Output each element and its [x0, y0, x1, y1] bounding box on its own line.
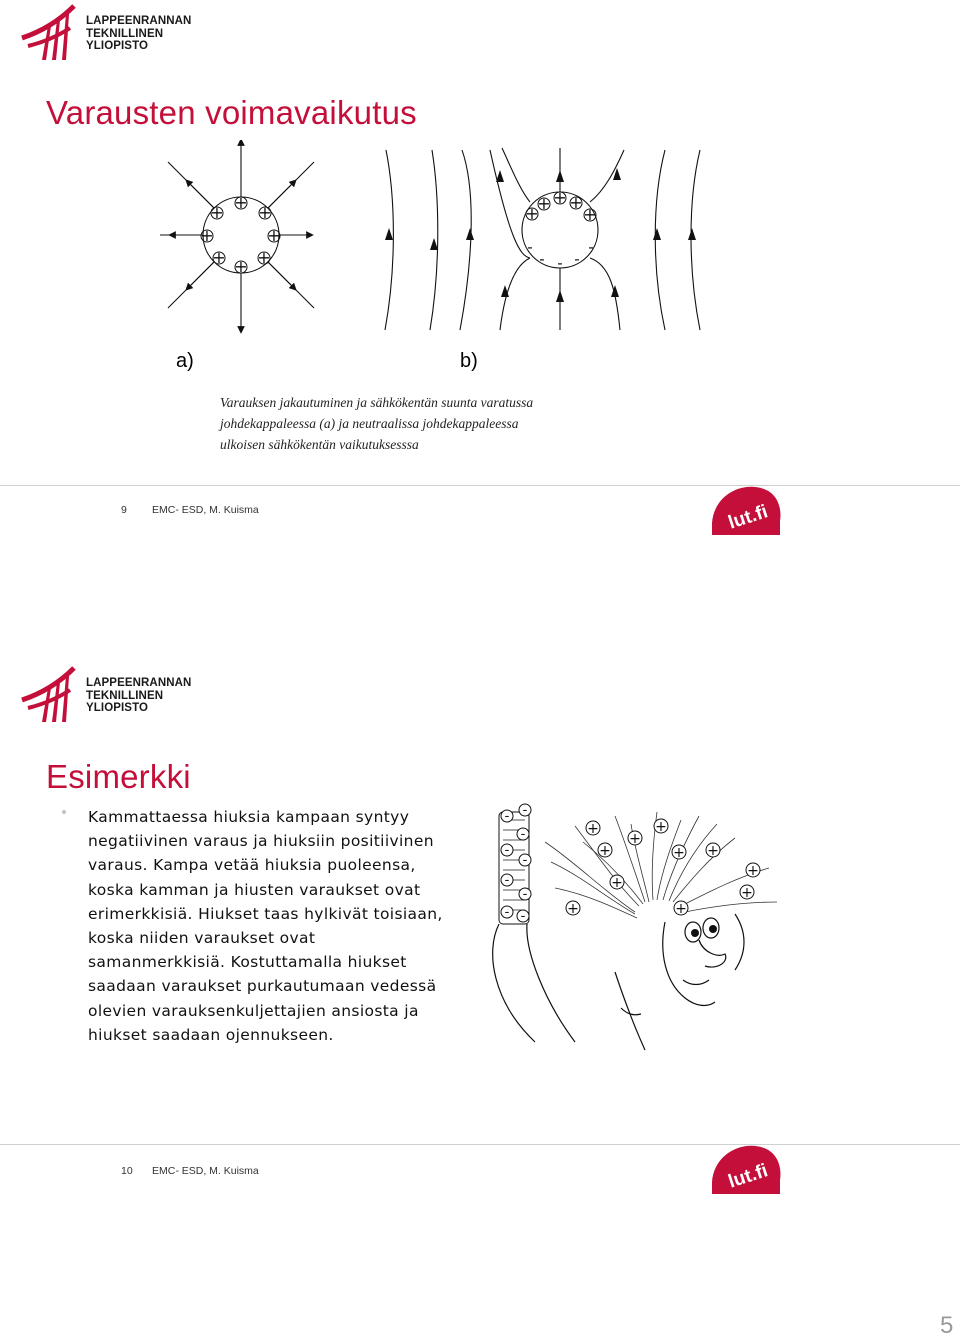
- lut-fi-badge: [712, 485, 782, 535]
- svg-text:-: -: [522, 803, 528, 818]
- body-line: hiukset saadaan ojennukseen.: [88, 1025, 334, 1044]
- footer-divider: [0, 1144, 960, 1145]
- svg-text:+: +: [707, 843, 719, 859]
- svg-text:lut.fi: lut.fi: [725, 501, 771, 534]
- charged-conductor-diagram: [160, 142, 314, 330]
- neutral-conductor-diagram: [385, 148, 700, 330]
- svg-text:-: -: [527, 238, 533, 256]
- body-line: varaus. Kampa vetää hiuksia puoleensa,: [88, 856, 416, 875]
- logo-line-2: TEKNILLINEN YLIOPISTO: [86, 28, 164, 52]
- plus-charges-b: [525, 188, 596, 224]
- minus-charges-b: [527, 238, 593, 272]
- footer-text: EMC- ESD, M. Kuisma: [152, 1165, 259, 1177]
- svg-text:+: +: [212, 248, 226, 267]
- svg-text:+: +: [267, 226, 281, 245]
- slide-10: [0, 662, 960, 1222]
- body-line: erimerkkisiä. Hiukset taas hylkivät toisiaan,: [88, 904, 443, 923]
- logo-mark-icon: [20, 2, 84, 62]
- body-line: Kammattaessa hiuksia kampaan syntyy: [88, 808, 410, 826]
- body-line: koska kamman ja hiusten varaukset ovat: [88, 880, 421, 899]
- logo-line-1: LAPPEENRANNAN: [86, 677, 192, 689]
- body-line: saadaan varaukset purkautumaan vedessä: [88, 977, 437, 996]
- svg-text:+: +: [583, 205, 597, 224]
- hair-comb-cartoon: [485, 802, 785, 1052]
- figure-label-a: a): [176, 350, 194, 372]
- svg-text:-: -: [588, 238, 594, 256]
- svg-text:+: +: [747, 863, 759, 879]
- figure-caption: [220, 392, 640, 455]
- svg-text:+: +: [569, 193, 583, 212]
- svg-text:lut.fi: lut.fi: [725, 1160, 771, 1193]
- logo-line-1: LAPPEENRANNAN: [86, 15, 192, 27]
- slide-9: [0, 0, 960, 560]
- svg-text:+: +: [673, 845, 685, 861]
- svg-text:-: -: [520, 909, 526, 924]
- caption-line: ulkoisen sähkökentän vaikutuksesssa: [220, 437, 419, 452]
- field-arrows-b: [385, 168, 696, 302]
- document-page-number: 5: [940, 1312, 954, 1339]
- svg-text:+: +: [537, 194, 551, 213]
- logo-mark-icon: [20, 664, 84, 724]
- bullet-text: [88, 805, 488, 1047]
- hair-plus-charges: [566, 819, 760, 917]
- svg-text:-: -: [539, 250, 545, 268]
- svg-text:+: +: [258, 203, 272, 222]
- svg-text:+: +: [599, 843, 611, 859]
- svg-text:+: +: [655, 819, 667, 835]
- svg-text:+: +: [741, 885, 753, 901]
- caption-line: johdekappaleessa (a) ja neutraalissa johdekappaleessa: [220, 416, 519, 431]
- svg-text:+: +: [553, 188, 567, 207]
- body-line: olevien varauksenkuljettajien ansiosta ja: [88, 1001, 419, 1020]
- svg-text:+: +: [200, 226, 214, 245]
- footer-page-number: 9: [121, 504, 127, 516]
- svg-text:+: +: [525, 204, 539, 223]
- bullet-icon: [62, 810, 66, 814]
- svg-text:+: +: [629, 831, 641, 847]
- plus-charges-a: [200, 193, 280, 276]
- svg-text:+: +: [257, 248, 271, 267]
- svg-text:+: +: [234, 257, 248, 276]
- svg-text:+: +: [567, 901, 579, 917]
- svg-text:+: +: [675, 901, 687, 917]
- svg-text:-: -: [504, 843, 510, 858]
- svg-text:-: -: [557, 254, 563, 272]
- footer-text: EMC- ESD, M. Kuisma: [152, 504, 259, 516]
- svg-text:+: +: [611, 875, 623, 891]
- svg-text:-: -: [504, 873, 510, 888]
- field-line-figure: [160, 140, 720, 340]
- body-line: negatiivinen varaus ja hiuksiin positiivinen: [88, 832, 434, 851]
- svg-text:-: -: [574, 250, 580, 268]
- lut-fi-badge: [712, 1144, 782, 1194]
- svg-text:-: -: [504, 905, 510, 920]
- logo-line-2: TEKNILLINEN YLIOPISTO: [86, 690, 164, 714]
- svg-text:+: +: [234, 193, 248, 212]
- body-line: samanmerkkisiä. Kostuttamalla hiukset: [88, 953, 407, 972]
- slide-title: Esimerkki: [46, 758, 191, 795]
- svg-text:+: +: [587, 821, 599, 837]
- university-logo: [20, 2, 220, 64]
- svg-text:-: -: [522, 853, 528, 868]
- footer-divider: [0, 485, 960, 486]
- svg-text:-: -: [520, 827, 526, 842]
- svg-text:-: -: [522, 887, 528, 902]
- right-eye-icon: [709, 925, 717, 933]
- figure-label-b: b): [460, 350, 478, 372]
- left-eye-icon: [691, 929, 699, 937]
- svg-text:+: +: [210, 203, 224, 222]
- face-illustration: [615, 914, 744, 1050]
- footer-page-number: 10: [121, 1165, 133, 1177]
- caption-line: Varauksen jakautuminen ja sähkökentän suunta varatussa: [220, 395, 534, 410]
- svg-text:-: -: [504, 809, 510, 824]
- body-line: koska niiden varaukset ovat: [88, 929, 316, 948]
- university-logo: [20, 664, 220, 726]
- slide-title: Varausten voimavaikutus: [46, 94, 417, 131]
